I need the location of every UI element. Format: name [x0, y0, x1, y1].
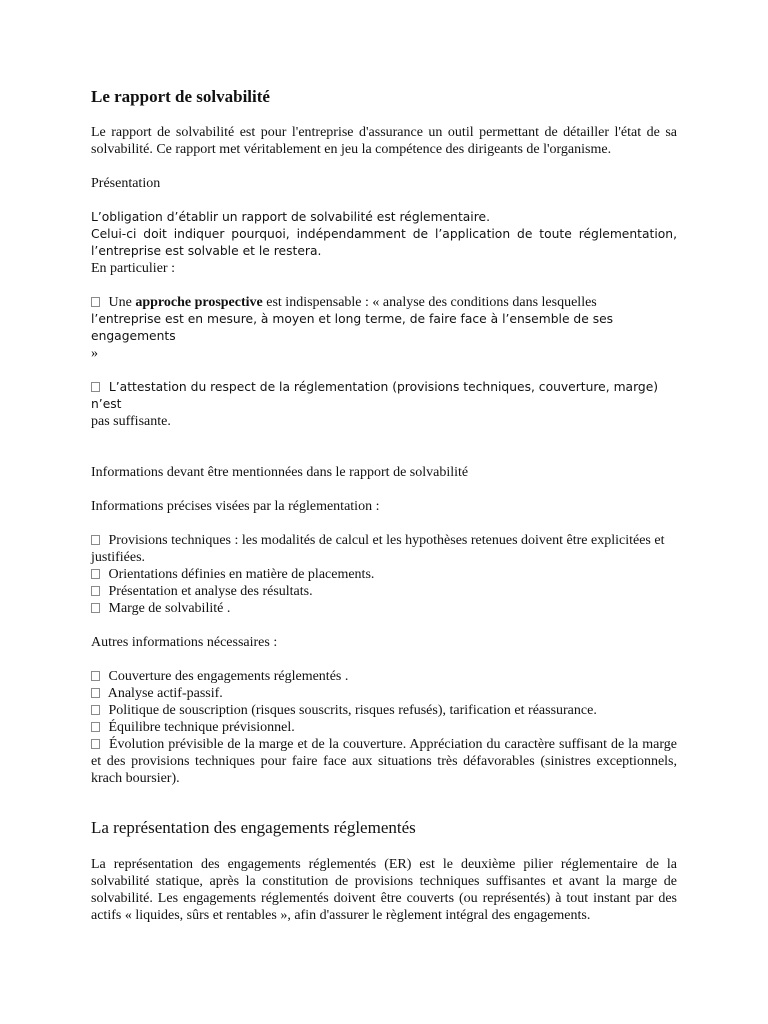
bullet-sans-text: L’attestation du respect de la réglementation (provisions techniques, couverture, marge) n’est	[91, 380, 659, 411]
checkbox-bullet-icon	[91, 586, 100, 596]
representation-paragraph: La représentation des engagements réglementés (ER) est le deuxième pilier réglementaire de la solvabilité statique, après la constitution de provisions techniques suffisantes et avant la marge de solvabilité. Les engagements réglementés doivent être couverts (ou représentés) à tout instant par des actifs « liquides, sûrs et rentables », afin d'assurer le règlement intégral des engagements.	[91, 857, 677, 923]
obligation-line: L’obligation d’établir un rapport de solvabilité est réglementaire.	[91, 210, 490, 224]
checkbox-bullet-icon	[91, 382, 100, 392]
checkbox-bullet-icon	[91, 535, 100, 545]
autres-list	[91, 668, 677, 787]
precise-heading: Informations précises visées par la réglementation :	[91, 499, 380, 514]
precise-list	[91, 532, 677, 617]
bullet-approche-prospective	[91, 294, 677, 362]
document-page	[91, 86, 677, 924]
list-item: Politique de souscription (risques souscrits, risques refusés), tarification et réassurance.	[91, 702, 677, 719]
checkbox-bullet-icon	[91, 671, 100, 681]
list-item: Présentation et analyse des résultats.	[91, 583, 677, 600]
en-particulier-line: En particulier :	[91, 261, 175, 276]
list-item: Provisions techniques : les modalités de calcul et les hypothèses retenues doivent être explicitées et justifiées.	[91, 533, 665, 565]
checkbox-bullet-icon	[91, 705, 100, 715]
presentation-heading: Présentation	[91, 176, 161, 191]
document-title: Le rapport de solvabilité	[91, 87, 270, 106]
list-item: Marge de solvabilité .	[91, 600, 677, 617]
autres-heading: Autres informations nécessaires :	[91, 635, 278, 650]
checkbox-bullet-icon	[91, 739, 100, 749]
bullet-prefix: Une	[105, 295, 136, 310]
bullet-closing: »	[91, 346, 98, 361]
list-item: Évolution prévisible de la marge et de la couverture. Appréciation du caractère suffisant de la marge et des provisions techniques pour faire face aux situations très défavorables (sinistres exceptionnels, krach boursier).	[91, 737, 677, 786]
list-item: Orientations définies en matière de placements.	[91, 566, 677, 583]
checkbox-bullet-icon	[91, 688, 100, 698]
section-title-representation: La représentation des engagements réglementés	[91, 818, 416, 837]
celui-ci-line: Celui-ci doit indiquer pourquoi, indépendamment de l’application de toute réglementation, l’entreprise est solvable et le restera.	[91, 227, 677, 258]
list-item: Analyse actif-passif.	[91, 685, 677, 702]
bullet-bold-term: approche prospective	[135, 295, 263, 310]
checkbox-bullet-icon	[91, 722, 100, 732]
bullet-sans-text: l’entreprise est en mesure, à moyen et long terme, de faire face à l’ensemble de ses engagements	[91, 312, 614, 343]
list-item: Équilibre technique prévisionnel.	[91, 719, 677, 736]
intro-paragraph: Le rapport de solvabilité est pour l'entreprise d'assurance un outil permettant de détailler l'état de sa solvabilité. Ce rapport met véritablement en jeu la compétence des dirigeants de l'organisme.	[91, 125, 677, 157]
checkbox-bullet-icon	[91, 569, 100, 579]
bullet-suffix: est indispensable : « analyse des conditions dans lesquelles	[262, 295, 597, 310]
bullet-attestation	[91, 379, 677, 430]
informations-heading: Informations devant être mentionnées dans le rapport de solvabilité	[91, 465, 469, 480]
bullet-rest: pas suffisante.	[91, 414, 171, 429]
list-item: Couverture des engagements réglementés .	[91, 668, 677, 685]
checkbox-bullet-icon	[91, 603, 100, 613]
checkbox-bullet-icon	[91, 297, 100, 307]
